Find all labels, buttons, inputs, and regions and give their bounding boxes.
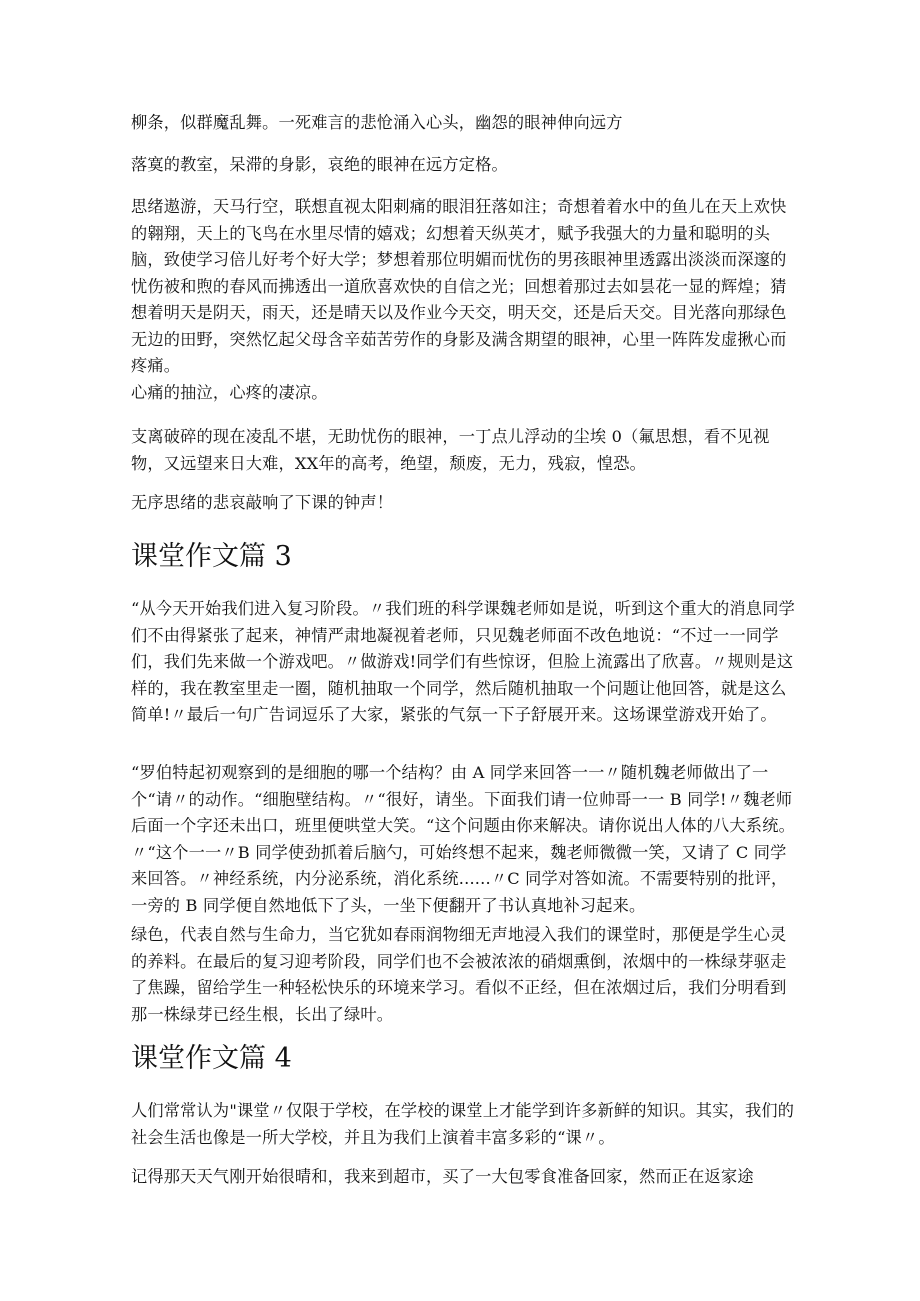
paragraph-broken-present: 支离破碎的现在凌乱不堪，无助忧伤的眼神，一丁点儿浮动的尘埃 0（氟思想，看不见视物，又远望来日大难，XX年的高考，绝望，颓废，无力，残寂，惶恐。 (131, 427, 770, 473)
paragraph-willow: 柳条，似群魔乱舞。一死难言的悲怆涌入心头，幽怨的眼神伸向远方 (131, 113, 623, 132)
paragraph-society-school: 人们常常认为"课堂〃仅限于学校，在学校的课堂上才能学到许多新鲜的知识。其实，我们的社会生活也像是一所大学校，并且为我们上演着丰富多彩的“课〃。 (131, 1101, 795, 1147)
paragraph-green: 绿色，代表自然与生命力，当它犹如春雨润物细无声地浸入我们的课堂时，那便是学生心灵的养料。在最后的复习迎考阶段，同学们也不会被浓浓的硝烟熏倒，浓烟中的一株绿芽驱走了焦躁，留给学生一种轻松快乐的环境来学习。看似不正经，但在浓烟过后，我们分明看到那一株绿芽已经生根，长出了绿叶。 (131, 925, 787, 1024)
paragraph-robert-question: “罗伯特起初观察到的是细胞的哪一个结构？由 A 同学来回答一一〃随机魏老师做出了一个“请〃的动作。“细胞壁结构。〃“很好，请坐。下面我们请一位帅哥一一 B 同学!〃魏老师后面一个字还未出口，班里便哄堂大笑。“这个问题由你来解决。请你说出人体的八大系统。〃“这个一一〃B 同学使劲抓着后脑勺，可始终想不起来，魏老师微微一笑，又请了 C 同学来回答。〃神经系统，内分泌系统，消化系统......〃C 同学对答如流。不需要特别的批评，一旁的 B 同学便自然地低下了头，一坐下便翻开了书认真地补习起来。 (131, 763, 795, 915)
paragraph-supermarket: 记得那天天气刚开始很晴和，我来到超市，买了一大包零食准备回家，然而正在返家途 (131, 1167, 754, 1186)
paragraph-bell: 无序思绪的悲哀敲响了下课的钟声！ (131, 493, 394, 512)
section-heading-3: 课堂作文篇 3 (131, 541, 292, 572)
paragraph-review-stage: “从今天开始我们进入复习阶段。〃我们班的科学课魏老师如是说，听到这个重大的消息同学们不由得紧张了起来，神情严肃地凝视着老师，只见魏老师面不改色地说：“不过一一同学们，我们先来做一个游戏吧。〃做游戏!同学们有些惊讶，但脸上流露出了欣喜。〃规则是这样的，我在教室里走一圈，随机抽取一个同学，然后随机抽取一个问题让他回答，就是这么简单!〃最后一句广告词逗乐了大家，紧张的气氛一下子舒展开来。这场课堂游戏开始了。 (131, 599, 795, 724)
section-heading-4: 课堂作文篇 4 (131, 1043, 292, 1074)
paragraph-thoughts: 思绪遨游，天马行空，联想直视太阳刺痛的眼泪狂落如注；奇想着着水中的鱼儿在天上欢快的翱翔，天上的飞鸟在水里尽情的嬉戏；幻想着天纵英才，赋予我强大的力量和聪明的头脑，致使学习倍儿好考个好大学；梦想着那位明媚而忧伤的男孩眼神里透露出淡淡而深邃的忧伤被和煦的春风而拂透出一道欣喜欢快的自信之光；回想着那过去如昙花一显的辉煌；猜想着明天是阴天，雨天，还是晴天以及作业今天交，明天交，还是后天交。目光落向那绿色无边的田野，突然忆起父母含辛茹苦劳作的身影及满含期望的眼神，心里一阵阵发虚揪心而疼痛。 (131, 197, 787, 375)
paragraph-heartache: 心痛的抽泣，心疼的凄凉。 (131, 383, 328, 402)
paragraph-classroom: 落寞的教室，呆滞的身影，哀绝的眼神在远方定格。 (131, 155, 508, 174)
